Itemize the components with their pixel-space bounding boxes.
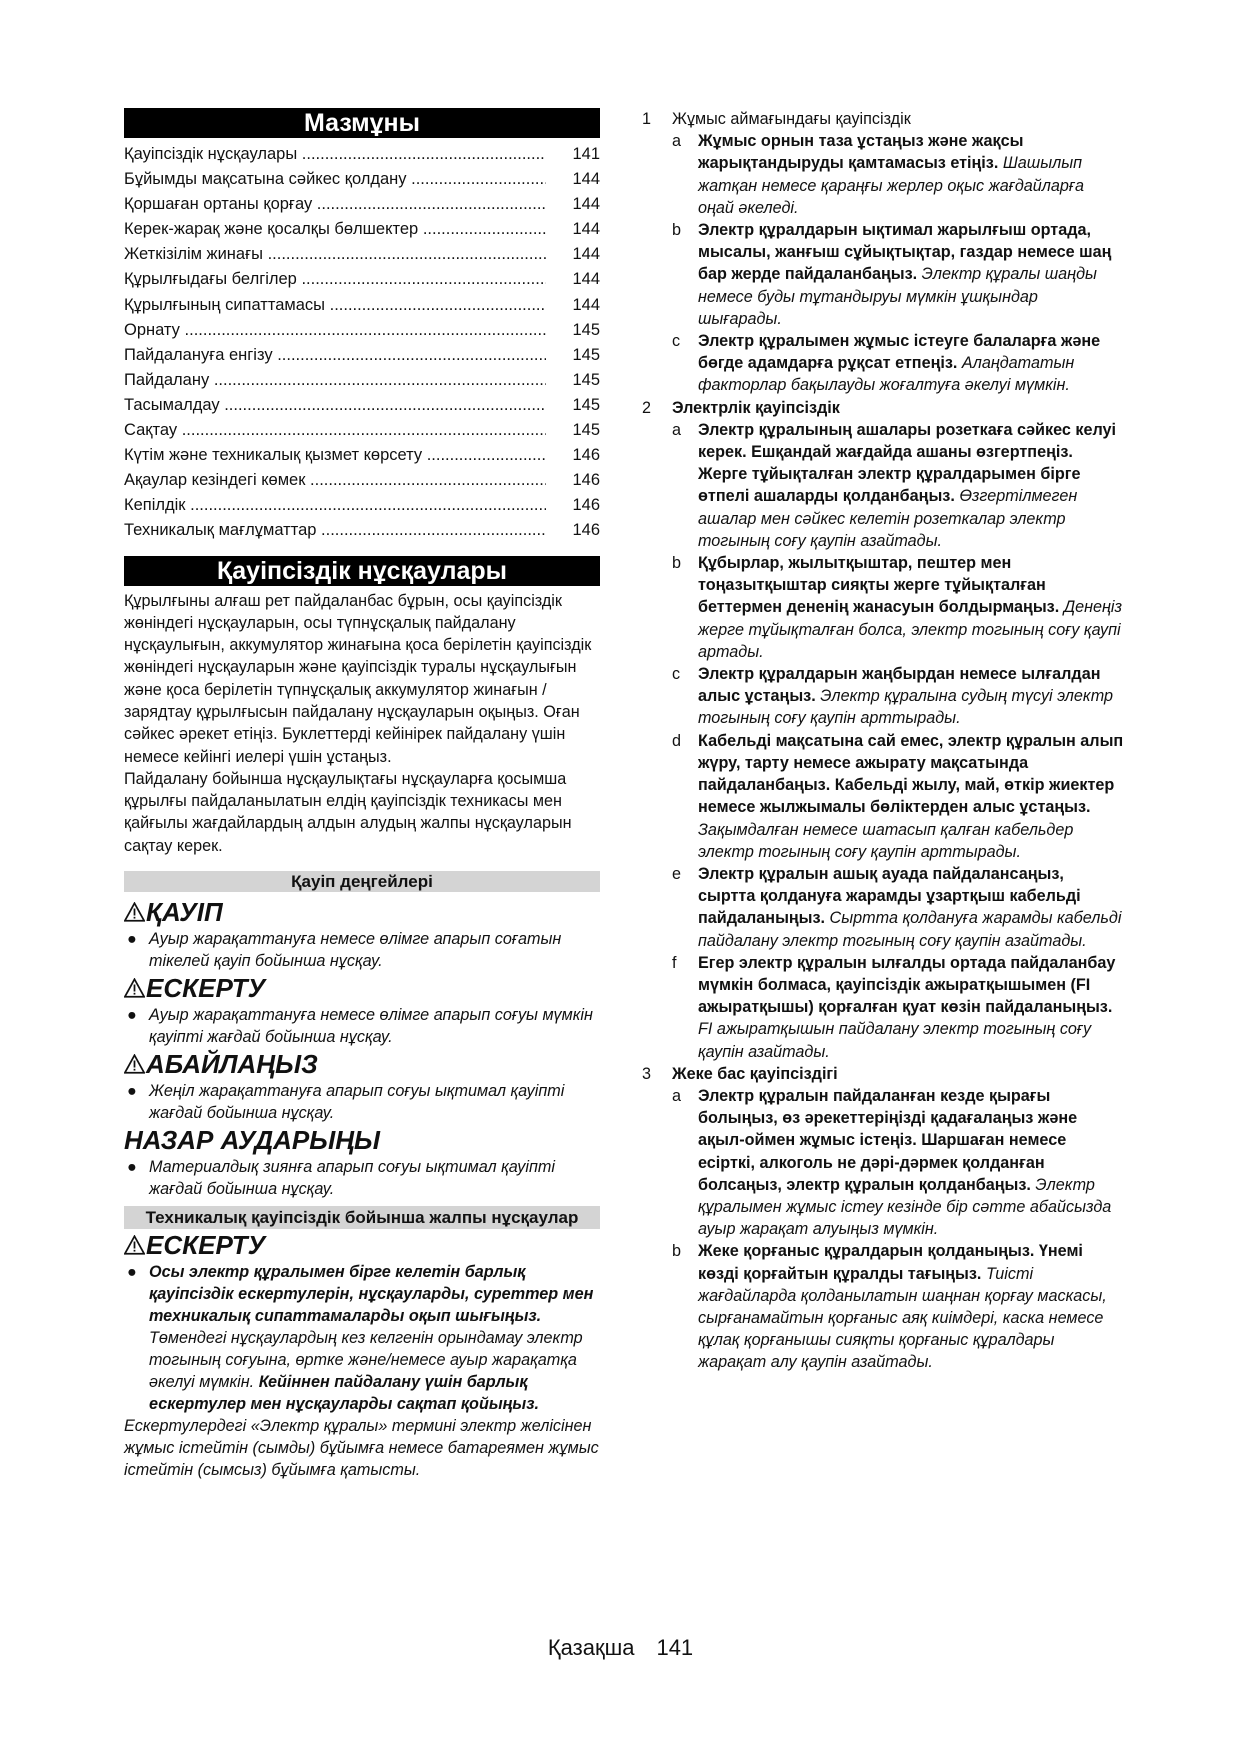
section-title: Электрлік қауіпсіздік [672, 398, 840, 417]
toc-row [124, 368, 600, 393]
safety-item [642, 330, 1124, 397]
item-letter: b [672, 1242, 682, 1261]
hazard-signal [124, 1124, 600, 1156]
toc-page: 145 [572, 421, 600, 440]
item-bold-text: Электр құралымен жұмыс істеуге балаларға және бөгде адамдарға рұқсат етпеңіз. [698, 332, 1101, 373]
general-bullet-italic: Төмендегі нұсқаулардың кез келгенін орындамау электр тогының соғуына, өртке және/немесе ауыр жарақатқа әкелуі мүмкін. [149, 1329, 583, 1392]
section-number: 2 [642, 398, 652, 417]
item-italic-text: Зақымдалған немесе шатасып қалған кабельдер электр тогының соғу қаупін арттырады. [698, 820, 1074, 861]
warning-triangle-icon [124, 978, 145, 998]
toc-row [124, 267, 600, 292]
toc-page: 146 [572, 521, 600, 540]
toc-title: Құрылғының сипаттамасы ..... [124, 293, 546, 318]
toc-title: Ақаулар кезіндегі көмек ..... [124, 468, 546, 493]
item-italic-text: Алаңдататын факторлар бақылауды жоғалтуға әкелуі мүмкін. [698, 354, 1075, 395]
toc-page: 144 [572, 170, 600, 189]
toc-page: 146 [572, 471, 600, 490]
safety-item [642, 1085, 1124, 1240]
safety-item [642, 1240, 1124, 1373]
warning-triangle-icon [124, 902, 145, 922]
hazard-description [124, 1080, 600, 1124]
item-text [698, 419, 1124, 552]
bullet-dot: ● [127, 1263, 137, 1282]
section-title: Жеке бас қауіпсіздігі [672, 1064, 838, 1083]
toc-row [124, 343, 600, 368]
item-bold-text: Кабельді мақсатына сай емес, электр құралын алып жүру, тарту немесе ажырату мақсатында пайдаланбаңыз. Кабельді жылу, май, өткір жиектер немесе жылжымалы бөліктерден алыс ұстаңыз. [698, 731, 1124, 817]
toc-title: Қоршаған ортаны қорғау ..... [124, 192, 546, 217]
toc-page: 145 [572, 395, 600, 414]
item-bold-text: Жұмыс орнын таза ұстаңыз және жақсы жарықтандыруды қамтамасыз етіңіз. [698, 132, 1024, 173]
item-letter: e [672, 864, 682, 883]
general-safety-heading: Техникалық қауіпсіздік бойынша жалпы нұсқаулар [124, 1206, 600, 1229]
toc-title: Бұйымды мақсатына сәйкес қолдану ..... [124, 167, 546, 192]
general-bullet-detail [124, 1327, 600, 1415]
toc-page: 144 [572, 270, 600, 289]
item-bold-text: Егер электр құралын ылғалды ортада пайдаланбау мүмкін болмаса, қауіпсіздік ажыратқышымен (FI ажыратқышы) қорғалған қуат көзін пайдаланыңыз. [698, 953, 1116, 1017]
safety-item [642, 219, 1124, 330]
page-number: 141 [656, 1635, 694, 1660]
hazard-description [124, 1004, 600, 1048]
safety-heading: Қауіпсіздік нұсқаулары [124, 556, 600, 586]
safety-item [642, 130, 1124, 219]
hazard-text: Материалдық зиянға апарып соғуы ықтимал қауіпті жағдай бойынша нұсқау. [149, 1158, 555, 1199]
bullet-dot: ● [127, 1006, 137, 1025]
item-text [698, 219, 1124, 330]
toc-title: Керек-жарақ және қосалқы бөлшектер ..... [124, 217, 546, 242]
hazard-signal [124, 896, 600, 928]
left-column [124, 108, 600, 1481]
toc-heading: Мазмұны [124, 108, 600, 138]
general-warning-label: ЕСКЕРТУ [146, 1230, 266, 1261]
hazard-levels-heading: Қауіп деңгейлері [124, 871, 600, 892]
item-letter: d [672, 731, 682, 750]
page-footer [0, 1635, 1241, 1661]
toc-title: Орнату ..... [124, 318, 546, 343]
toc-row [124, 167, 600, 192]
toc-title: Пайдалануға енгізу ..... [124, 343, 546, 368]
toc-title: Қауіпсіздік нұсқаулары ..... [124, 142, 546, 167]
toc-row [124, 192, 600, 217]
item-italic-text: FI ажыратқышын пайдалану электр тогының соғу қаупін азайтады. [698, 1020, 1092, 1061]
toc-row [124, 518, 600, 543]
safety-intro-2: Пайдалану бойынша нұсқаулықтағы нұсқауларға қосымша құрылғы пайдаланылатын елдің қауіпсіздік техникасы мен қайғылы жағдайлардың алдын алудың жалпы нұсқауларын сақтау керек. [124, 769, 572, 855]
toc-row [124, 418, 600, 443]
item-bold-text: Электр құралдарын ықтимал жарылғыш ортада, мысалы, жанғыш сұйықтықтар, газдар немесе шаң бар жерде пайдаланбаңыз. [698, 221, 1112, 284]
toc-row [124, 242, 600, 267]
hazard-label: ҚАУІП [146, 897, 223, 928]
general-bullet-bold: Осы электр құралымен бірге келетін барлық қауіпсіздік ескертулерін, нұсқауларды, суреттер мен техникалық сипаттамаларды оқып шығыңыз. [149, 1263, 594, 1326]
section-heading [642, 1063, 1124, 1085]
bullet-dot: ● [127, 1082, 137, 1101]
safety-item [642, 552, 1124, 663]
toc-list [124, 142, 600, 544]
toc-row [124, 318, 600, 343]
item-italic-text: Электр құралына судың түсуі электр тогының соғу қаупін арттырады. [698, 687, 1114, 728]
item-text [698, 1085, 1124, 1240]
item-text [698, 863, 1124, 952]
hazard-text: Жеңіл жарақаттануға апарып соғуы ықтимал қауіпті жағдай бойынша нұсқау. [149, 1082, 565, 1123]
toc-row [124, 293, 600, 318]
toc-page: 144 [572, 195, 600, 214]
bullet-dot: ● [127, 1158, 137, 1177]
safety-item [642, 419, 1124, 552]
hazard-label: НАЗАР АУДАРЫҢЫ [124, 1125, 381, 1156]
toc-title: Кепілдік ..... [124, 493, 546, 518]
item-letter: a [672, 132, 682, 151]
toc-row [124, 443, 600, 468]
section-heading [642, 397, 1124, 419]
item-bold-text: Электр құралын пайдаланған кезде қырағы болыңыз, өз әрекеттеріңізді қадағалаңыз және ақыл-оймен жұмыс істеңіз. Шаршаған немесе есірткі, алкоголь не дәрі-дәрмек қолданған болсаңыз, электр құралын қолданбаңыз. [698, 1086, 1078, 1194]
hazard-text: Ауыр жарақаттануға немесе өлімге апарып соғуы мүмкін қауіпті жағдай бойынша нұсқау. [149, 1006, 593, 1047]
toc-page: 145 [572, 320, 600, 339]
bullet-dot: ● [127, 930, 137, 949]
item-italic-text: Электр құралымен жұмыс істеу кезінде бір сәтте абайсызда ауыр жарақат алуыңыз мүмкін. [698, 1175, 1112, 1239]
hazard-signal [124, 1048, 600, 1080]
item-letter: a [672, 420, 682, 439]
footer-language: Қазақша [547, 1635, 635, 1660]
item-letter: f [672, 953, 677, 972]
toc-title: Жеткізілім жинағы ..... [124, 242, 546, 267]
toc-page: 141 [572, 145, 600, 163]
toc-row [124, 217, 600, 242]
item-letter: c [672, 665, 681, 684]
item-text [698, 730, 1124, 863]
toc-title: Пайдалану ..... [124, 368, 546, 393]
general-bullet-bold2: Кейіннен пайдалану үшін барлық ескертулер мен нұсқауларды сақтап қойыңыз. [149, 1373, 540, 1414]
item-bold-text: Жеке қорғаныс құралдарын қолданыңыз. Үнемі көзді қорғайтын құралды тағыңыз. [698, 1242, 1083, 1283]
general-note: Ескертулердегі «Электр құралы» термині электр желісінен жұмыс істейтін (сымды) бұйымға немесе батареямен жұмыс істейтін (сымсыз) бұйымға қатысты. [124, 1417, 599, 1480]
hazard-description [124, 1156, 600, 1200]
toc-title: Сақтау ..... [124, 418, 546, 443]
safety-intro-1: Құрылғыны алғаш рет пайдаланбас бұрын, осы қауіпсіздік жөніндегі нұсқауларын, осы түпнұсқалық пайдалану нұсқаулығын, аккумулятор жинағына қоса берілетін қауіпсіздік жөніндегі нұсқауларын және қауіпсіздік туралы нұсқаулығын және қоса берілетін түпнұсқалық аккумулятор жинағын / зарядтау құрылғысын пайдалану нұсқауларын оқыңыз. Оған сәйкес әрекет етіңіз. Буклеттерді кейінірек пайдалану үшін немесе кейінгі иелері үшін ұстаңыз. [124, 591, 592, 766]
item-text [698, 663, 1124, 730]
item-text [698, 330, 1124, 397]
section-number: 3 [642, 1064, 652, 1083]
item-text [698, 952, 1124, 1063]
toc-title: Техникалық мағлұматтар ..... [124, 518, 546, 543]
hazard-text: Ауыр жарақаттануға немесе өлімге апарып соғатын тікелей қауіп бойынша нұсқау. [149, 930, 562, 971]
toc-row [124, 468, 600, 493]
section-heading [642, 108, 1124, 130]
item-bold-text: Электр құралдарын жаңбырдан немесе ылғалдан алыс ұстаңыз. [698, 665, 1101, 706]
toc-row [124, 493, 600, 518]
item-italic-text: Денеңіз жерге тұйықталған болса, электр тогының соғу қаупі артады. [698, 598, 1123, 661]
toc-title: Күтім және техникалық қызмет көрсету ..... [124, 443, 546, 468]
item-italic-text: Тиісті жағдайларда қолданылатын шаңнан қорғау маскасы, сырғанамайтын қорғаныс аяқ киімдері, каска немесе құлақ қорғанышы сияқты қорғаныс құралдары жарақат алу қаупін азайтады. [698, 1264, 1107, 1372]
toc-page: 144 [572, 295, 600, 314]
item-letter: c [672, 332, 681, 351]
toc-title: Құрылғыдағы белгілер ..... [124, 267, 546, 292]
item-text [698, 130, 1124, 219]
hazard-label: ЕСКЕРТУ [146, 973, 266, 1004]
item-bold-text: Электр құралын ашық ауада пайдалансаңыз, сыртта қолдануға жарамды ұзартқыш кабельді пайдаланыңыз. [698, 864, 1081, 928]
toc-row [124, 393, 600, 418]
safety-item [642, 730, 1124, 863]
section-title: Жұмыс аймағындағы қауіпсіздік [672, 110, 911, 128]
toc-page: 145 [572, 345, 600, 364]
item-bold-text: Құбырлар, жылытқыштар, пештер мен тоңазытқыштар сияқты жерге тұйықталған беттермен дененің жанасуын болдырмаңыз. [698, 554, 1060, 617]
item-text [698, 552, 1124, 663]
item-letter: a [672, 1086, 682, 1105]
right-column [642, 108, 1124, 1374]
section-number: 1 [642, 110, 652, 128]
safety-item [642, 663, 1124, 730]
item-italic-text: Шашылып жатқан немесе қараңғы жерлер оқыс жағдайларға оңай әкеледі. [698, 154, 1085, 217]
hazard-levels-list [124, 896, 600, 1200]
toc-page: 144 [572, 220, 600, 239]
item-italic-text: Өзгертілмеген ашалар мен сәйкес келетін розеткалар электр тогының соғу қаупін азайтады. [698, 487, 1078, 550]
general-warning-signal [124, 1229, 600, 1261]
hazard-description [124, 928, 600, 972]
item-text [698, 1240, 1124, 1373]
toc-page: 146 [572, 446, 600, 465]
toc-row [124, 142, 600, 167]
hazard-label: АБАЙЛАҢЫЗ [146, 1049, 318, 1080]
item-bold-text: Электр құралының ашалары розеткаға сәйкес келуі керек. Ешқандай жағдайда ашаны өзгертпеңіз. Жерге тұйықталған электр құралдарымен бірге өтпелі ашаларды қолданбаңыз. [698, 420, 1117, 506]
toc-page: 146 [572, 496, 600, 515]
safety-item [642, 952, 1124, 1063]
item-italic-text: Электр құралы шаңды немесе буды тұтандыруы мүмкін ұшқындар шығарады. [698, 265, 1097, 328]
hazard-signal [124, 972, 600, 1004]
item-letter: b [672, 554, 682, 573]
toc-page: 144 [572, 245, 600, 264]
general-bullet [124, 1261, 600, 1327]
toc-title: Тасымалдау ..... [124, 393, 546, 418]
warning-triangle-icon [124, 1054, 145, 1074]
item-italic-text: Сыртта қолдануға жарамды кабельді пайдалану электр тогының соғу қаупін азайтады. [698, 909, 1122, 950]
warning-triangle-icon [124, 1235, 145, 1255]
item-letter: b [672, 221, 682, 240]
safety-item [642, 863, 1124, 952]
toc-page: 145 [572, 370, 600, 389]
